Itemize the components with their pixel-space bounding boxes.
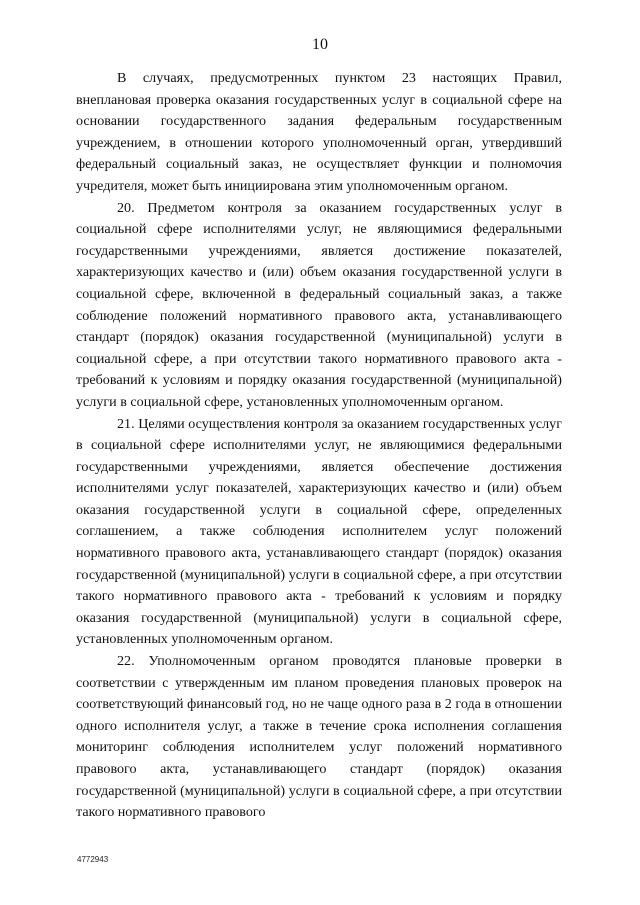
document-id: 4772943 <box>77 855 109 864</box>
paragraph-20-subject-of-control: 20. Предметом контроля за оказанием государственных услуг в социальной сфере исполнителями услуг, не являющимися федеральными государственными учреждениями, является достижение показателей, характеризующих качество и (или) объем оказания государственной услуги в социальной сфере, включенной в федеральный социальный заказ, а также соблюдение положений нормативного правового акта, устанавливающего стандарт (порядок) оказания государственной (муниципальной) услуги в социальной сфере, а при отсутствии такого нормативного правового акта - требований к условиям и порядку оказания государственной (муниципальной) услуги в социальной сфере, установленных уполномоченным органом. <box>76 199 562 410</box>
page-number: 10 <box>312 36 328 53</box>
paragraph-21-control-goals: 21. Целями осуществления контроля за оказанием государственных услуг в социальной сфере исполнителями услуг, не являющимися федеральными государственными учреждениями, является обеспечение достижения исполнителями услуг показателей, характеризующих качество и (или) объем оказания государственной услуги в социальной сфере, определенных соглашением, а также соблюдения исполнителем услуг положений нормативного правового акта, устанавливающего стандарт (порядок) оказания государственной (муниципальной) услуги в социальной сфере, а при отсутствии такого нормативного правового акта - требований к условиям и порядку оказания государственной (муниципальной) услуги в социальной сфере, установленных уполномоченным органом. <box>76 415 562 648</box>
document-body <box>76 68 562 824</box>
paragraph-22-planned-inspections: 22. Уполномоченным органом проводятся плановые проверки в соответствии с утвержденным им планом проведения плановых проверок на соответствующий финансовый год, но не чаще одного раза в 2 года в отношении одного исполнителя услуг, а также в течение срока исполнения соглашения мониторинг соблюдения исполнителем услуг положений нормативного правового акта, устанавливающего стандарт (порядок) оказания государственной (муниципальной) услуги в социальной сфере, а при отсутствии такого нормативного правового <box>76 653 562 821</box>
paragraph-cases-unplanned-inspection: В случаях, предусмотренных пунктом 23 настоящих Правил, внеплановая проверка оказания государственных услуг в социальной сфере на основании государственного задания федеральным государственным учреждением, в отношении которого уполномоченный орган, утвердивший федеральный социальный заказ, не осуществляет функции и полномочия учредителя, может быть инициирована этим уполномоченным органом. <box>76 70 562 194</box>
